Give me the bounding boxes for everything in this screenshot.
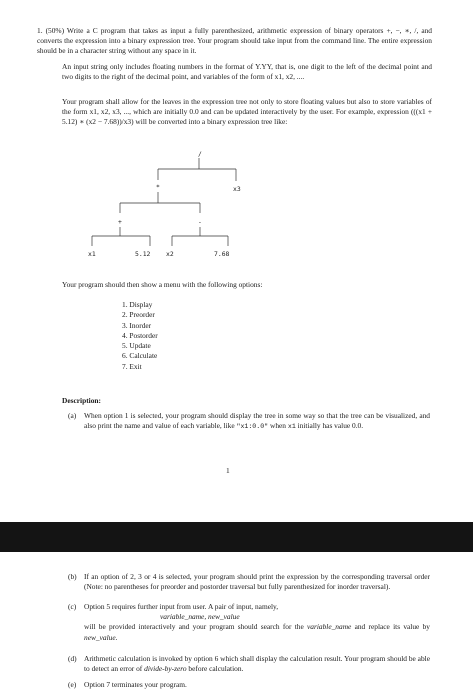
- question-paragraph-1: 1. (50%) Write a C program that takes as input a fully parenthesized, arithmetic expression of binary operators +, −, ∗, /, and converts the expression into a binary expression tree. Your program should take input from the command line. The entire expression should be in a character string without any space in it.: [37, 26, 432, 56]
- menu-option-exit: 7. Exit: [122, 361, 142, 371]
- menu-option-update: 5. Update: [122, 341, 151, 351]
- item-d-text-part: Arithmetic calculation is invoked by option 6 which shall display the calculation result. Your program should be able to detect an error of: [84, 654, 430, 674]
- description-heading: Description:: [62, 396, 101, 405]
- item-a-code-variable: x1: [287, 423, 296, 431]
- item-a-text-part: when: [268, 421, 288, 431]
- tree-node-multiply: *: [156, 183, 160, 191]
- menu-option-calculate: 6. Calculate: [122, 351, 158, 361]
- item-a-text-part: When option 1 is selected, your program should display the tree in some way so that the tree can be visualized, and also print the name and value of each variable, like: [84, 411, 430, 431]
- item-c-indented-input: variable_name, new_value: [160, 612, 240, 622]
- tree-node-x1: x1: [88, 250, 96, 258]
- item-b-text: If an option of 2, 3 or 4 is selected, your program should print the expression by the corresponding traversal order (Note: no parentheses for preorder and postorder traversal but fully parenthesized for inorder traversal).: [84, 572, 430, 592]
- tree-node-minus: -: [198, 218, 202, 226]
- item-e-text: Option 7 terminates your program.: [84, 680, 187, 689]
- options-menu-list: [122, 300, 242, 372]
- item-c-line-2: [84, 622, 430, 642]
- page-divider: [0, 522, 473, 552]
- menu-option-inorder: 3. Inorder: [122, 320, 152, 330]
- expression-tree-diagram: [78, 150, 258, 270]
- page-number: 1: [226, 466, 230, 475]
- tree-node-x2: x2: [166, 250, 174, 258]
- item-c-text-part: .: [115, 632, 118, 642]
- item-c-text-part: will be provided interactively and your program should search for the: [84, 622, 307, 632]
- item-c-label: (c): [68, 602, 77, 611]
- tree-node-7-68: 7.68: [214, 250, 230, 258]
- question-paragraph-2: An input string only includes floating numbers in the format of Y.YY, that is, one digit to the left of the decimal point and two digits to the right of the decimal point, and variables of the form of x1, x2, ....: [62, 62, 432, 82]
- menu-option-preorder: 2. Preorder: [122, 310, 155, 320]
- item-d-text: [84, 654, 430, 674]
- menu-option-postorder: 4. Postorder: [122, 330, 158, 340]
- item-d-text-part: before calculation.: [186, 664, 244, 674]
- item-c-new-value: new_value: [84, 632, 116, 642]
- item-a-code-example: "x1:0.0": [236, 423, 269, 431]
- tree-node-x3: x3: [233, 185, 241, 193]
- item-c-text: [84, 602, 430, 643]
- menu-option-display: 1. Display: [122, 300, 153, 309]
- item-a-label: (a): [68, 411, 77, 420]
- item-b-label: (b): [68, 572, 77, 581]
- item-d-label: (d): [68, 654, 77, 663]
- item-c-indent-row: [84, 612, 430, 622]
- tree-node-root: /: [198, 150, 202, 158]
- item-c-text-part: and replace its value by: [351, 622, 430, 632]
- tree-node-5-12: 5.12: [135, 250, 151, 258]
- question-paragraph-3: Your program shall allow for the leaves in the expression tree not only to store floating values but also to store variables of the form x1, x2, x3, ..., which are initially 0.0 and can be updated interactively by the user. For example, expression (((x1 + 5.12) ∗ (x2 − 7.68))/x3) will be converted into a binary expression tree like:: [62, 97, 432, 127]
- item-c-line-1: Option 5 requires further input from user. A pair of input, namely,: [84, 602, 279, 611]
- item-d-divide-by-zero: divide-by-zero: [144, 664, 187, 674]
- tree-node-plus: +: [118, 218, 122, 226]
- item-a-text: [84, 411, 430, 432]
- item-a-text-part: initially has value 0.0.: [295, 421, 364, 431]
- item-e-label: (e): [68, 680, 77, 689]
- question-paragraph-4: Your program should then show a menu with the following options:: [62, 280, 263, 289]
- item-c-variable-name: variable_name: [306, 622, 352, 632]
